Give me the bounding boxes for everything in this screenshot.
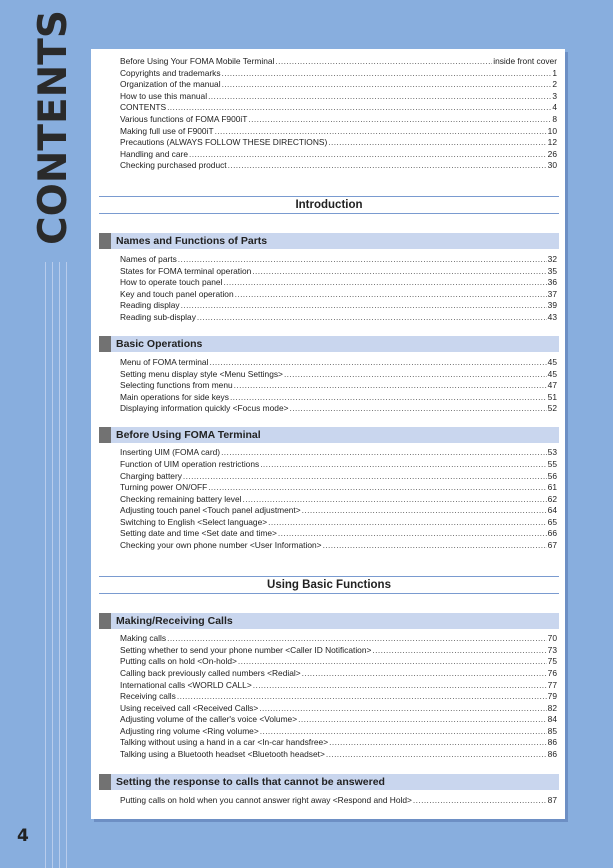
toc-entry[interactable]: Various functions of FOMA F900iT ..... 8 [120, 114, 557, 125]
toc-entry[interactable]: Putting calls on hold when you cannot answer right away <Respond and Hold> ..... 87 [120, 795, 557, 806]
section-heading[interactable]: Before Using FOMA Terminal [99, 427, 559, 443]
category-heading-using-basic-functions: Using Basic Functions [99, 576, 559, 594]
toc-entry[interactable]: Checking your own phone number <User Information> ..... 67 [120, 540, 557, 551]
toc-entry[interactable]: Receiving calls ..... 79 [120, 691, 557, 702]
toc-entry[interactable]: Using received call <Received Calls> ..... 82 [120, 703, 557, 714]
toc-entry[interactable]: Charging battery ..... 56 [120, 471, 557, 482]
toc-entry[interactable]: Making calls ..... 70 [120, 633, 557, 644]
toc-entry[interactable]: Names of parts ..... 32 [120, 254, 557, 265]
toc-entry[interactable]: Adjusting touch panel <Touch panel adjustment> ..... 64 [120, 505, 557, 516]
toc-entry[interactable]: Adjusting volume of the caller's voice <Volume> ..... 84 [120, 714, 557, 725]
toc-entry[interactable]: Main operations for side keys ..... 51 [120, 392, 557, 403]
toc-entry[interactable]: Before Using Your FOMA Mobile Terminal ..... inside front cover [120, 56, 557, 67]
toc-entry[interactable]: Key and touch panel operation ..... 37 [120, 289, 557, 300]
toc-entry[interactable]: CONTENTS ..... 4 [120, 102, 557, 113]
toc-entry[interactable]: How to operate touch panel ..... 36 [120, 277, 557, 288]
toc-entry[interactable]: Putting calls on hold <On-hold> ..... 75 [120, 656, 557, 667]
category-heading-introduction: Introduction [99, 196, 559, 214]
toc-entry[interactable]: Menu of FOMA terminal ..... 45 [120, 357, 557, 368]
toc-entry[interactable]: Checking remaining battery level ..... 62 [120, 494, 557, 505]
section-marker [99, 427, 111, 443]
section-marker [99, 336, 111, 352]
toc-entry[interactable]: Displaying information quickly <Focus mode> ..... 52 [120, 403, 557, 414]
section-heading[interactable]: Making/Receiving Calls [99, 613, 559, 629]
toc-entry[interactable]: Adjusting ring volume <Ring volume> ..... 85 [120, 726, 557, 737]
toc-entry[interactable]: Inserting UIM (FOMA card) ..... 53 [120, 447, 557, 458]
section-heading[interactable]: Names and Functions of Parts [99, 233, 559, 249]
toc-entry[interactable]: Reading sub-display ..... 43 [120, 312, 557, 323]
toc-entry[interactable]: Setting whether to send your phone number <Caller ID Notification> ..... 73 [120, 645, 557, 656]
page-number: 4 [17, 826, 29, 846]
section-marker [99, 233, 111, 249]
toc-entry[interactable]: Reading display ..... 39 [120, 300, 557, 311]
side-title: CONTENTS [31, 10, 76, 245]
toc-entry[interactable]: Calling back previously called numbers <Redial> ..... 76 [120, 668, 557, 679]
section-heading[interactable]: Basic Operations [99, 336, 559, 352]
toc-entry[interactable]: Handling and care ..... 26 [120, 149, 557, 160]
toc-entry[interactable]: Precautions (ALWAYS FOLLOW THESE DIRECTIONS) ..... 12 [120, 137, 557, 148]
toc-entry[interactable]: Organization of the manual ..... 2 [120, 79, 557, 90]
decorative-lines [45, 262, 75, 868]
toc-entry[interactable]: Function of UIM operation restrictions ..... 55 [120, 459, 557, 470]
toc-entry[interactable]: Turning power ON/OFF ..... 61 [120, 482, 557, 493]
toc-entry[interactable]: Checking purchased product ..... 30 [120, 160, 557, 171]
toc-entry[interactable]: Setting menu display style <Menu Settings> ..... 45 [120, 369, 557, 380]
toc-entry[interactable]: Talking using a Bluetooth headset <Bluetooth headset> ..... 86 [120, 749, 557, 760]
toc-entry[interactable]: Setting date and time <Set date and time> ..... 66 [120, 528, 557, 539]
toc-entry[interactable]: How to use this manual ..... 3 [120, 91, 557, 102]
section-heading[interactable]: Setting the response to calls that cannot be answered [99, 774, 559, 790]
toc-entry[interactable]: Selecting functions from menu ..... 47 [120, 380, 557, 391]
section-marker [99, 774, 111, 790]
toc-entry[interactable]: Talking without using a hand in a car <In-car handsfree> ..... 86 [120, 737, 557, 748]
toc-entry[interactable]: Switching to English <Select language> ..... 65 [120, 517, 557, 528]
toc-entry[interactable]: Copyrights and trademarks ..... 1 [120, 68, 557, 79]
toc-entry[interactable]: States for FOMA terminal operation ..... 35 [120, 266, 557, 277]
toc-entry[interactable]: Making full use of F900iT ..... 10 [120, 126, 557, 137]
contents-panel [91, 49, 565, 819]
toc-entry[interactable]: International calls <WORLD CALL> ..... 77 [120, 680, 557, 691]
section-marker [99, 613, 111, 629]
